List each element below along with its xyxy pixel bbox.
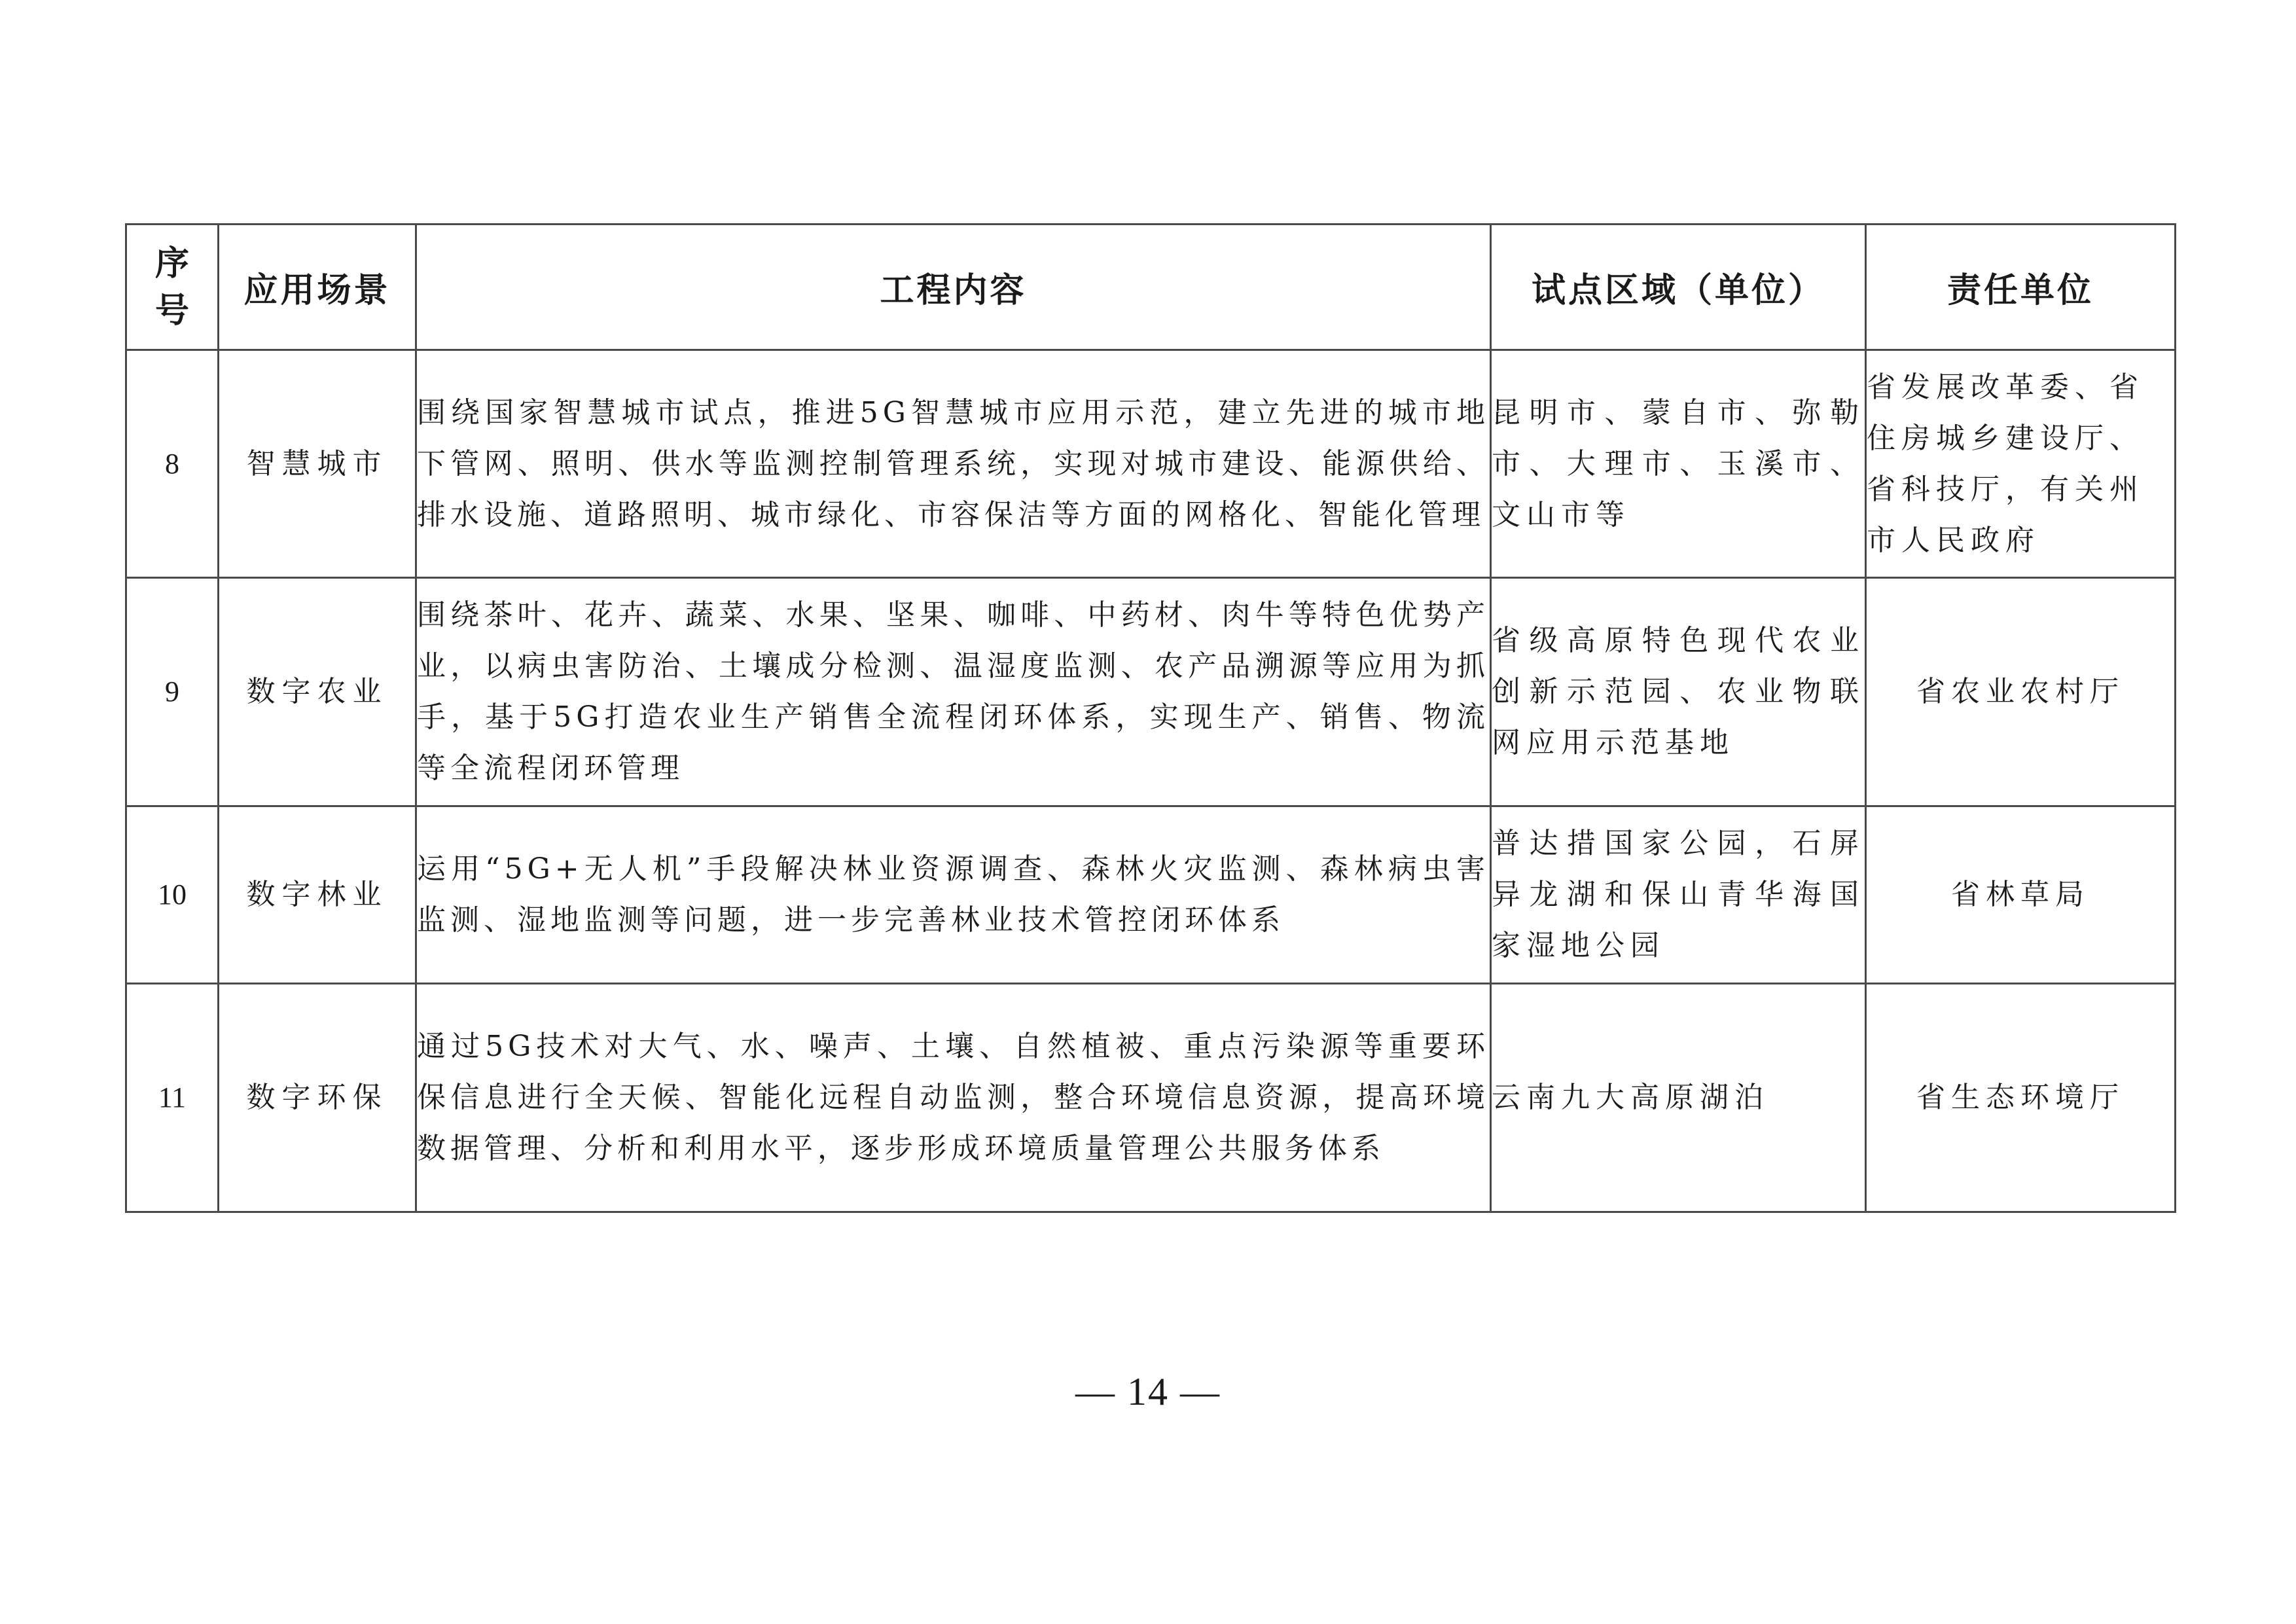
header-region: 试点区域（单位） (1491, 225, 1866, 350)
header-responsible: 责任单位 (1866, 225, 2176, 350)
table-row (126, 578, 2176, 806)
row-responsible: 省林草局 (1866, 806, 2176, 984)
header-seq (126, 225, 219, 350)
header-seq-line2: 号 (154, 291, 189, 331)
row-responsible: 省生态环境厅 (1866, 984, 2176, 1212)
row-content: 通过5G技术对大气、水、噪声、土壤、自然植被、重点污染源等重要环保信息进行全天候、智能化远程自动监测，整合环境信息资源，提高环境数据管理、分析和利用水平，逐步形成环境质量管理公共服务体系 (416, 984, 1491, 1212)
row-region: 昆明市、蒙自市、弥勒市、大理市、玉溪市、文山市等 (1491, 350, 1866, 578)
row-seq: 11 (126, 984, 219, 1212)
table-row (126, 984, 2176, 1212)
header-scene: 应用场景 (219, 225, 416, 350)
table-header-row (126, 225, 2176, 350)
row-scene: 智慧城市 (219, 350, 416, 578)
row-seq: 10 (126, 806, 219, 984)
page-number: — 14 — (1075, 1370, 1221, 1413)
row-seq: 8 (126, 350, 219, 578)
row-scene: 数字林业 (219, 806, 416, 984)
row-region: 普达措国家公园，石屏异龙湖和保山青华海国家湿地公园 (1491, 806, 1866, 984)
row-content: 运用“5G+无人机”手段解决林业资源调查、森林火灾监测、森林病虫害监测、湿地监测等问题，进一步完善林业技术管控闭环体系 (416, 806, 1491, 984)
table-row (126, 350, 2176, 578)
project-table (125, 223, 2176, 1213)
row-content: 围绕国家智慧城市试点，推进5G智慧城市应用示范，建立先进的城市地下管网、照明、供水等监测控制管理系统，实现对城市建设、能源供给、排水设施、道路照明、城市绿化、市容保洁等方面的网格化、智能化管理 (416, 350, 1491, 578)
row-responsible: 省农业农村厅 (1866, 578, 2176, 806)
row-scene: 数字环保 (219, 984, 416, 1212)
row-content: 围绕茶叶、花卉、蔬菜、水果、坚果、咖啡、中药材、肉牛等特色优势产业，以病虫害防治、土壤成分检测、温湿度监测、农产品溯源等应用为抓手，基于5G打造农业生产销售全流程闭环体系，实现生产、销售、物流等全流程闭环管理 (416, 578, 1491, 806)
row-responsible: 省发展改革委、省住房城乡建设厅、省科技厅，有关州市人民政府 (1866, 350, 2176, 578)
row-region: 省级高原特色现代农业创新示范园、农业物联网应用示范基地 (1491, 578, 1866, 806)
row-seq: 9 (126, 578, 219, 806)
table-row (126, 806, 2176, 984)
header-seq-line1: 序 (154, 244, 189, 283)
header-content: 工程内容 (416, 225, 1491, 350)
row-scene: 数字农业 (219, 578, 416, 806)
row-region: 云南九大高原湖泊 (1491, 984, 1866, 1212)
